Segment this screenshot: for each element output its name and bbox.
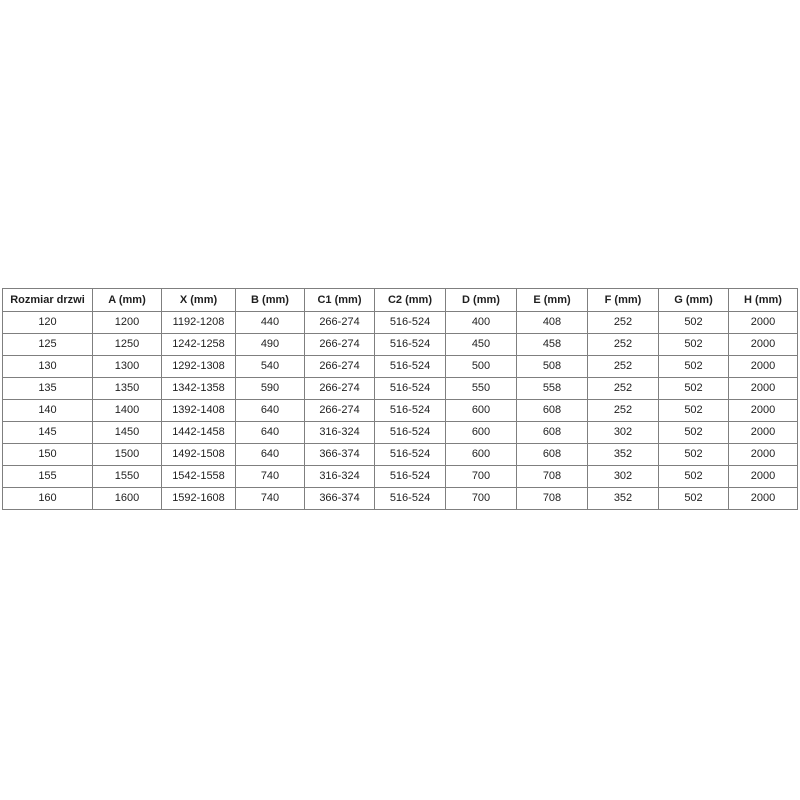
table-cell: 155 xyxy=(3,466,93,488)
table-cell: 516-524 xyxy=(375,400,446,422)
table-cell: 302 xyxy=(588,466,659,488)
table-cell: 2000 xyxy=(729,400,798,422)
table-cell: 516-524 xyxy=(375,356,446,378)
table-cell: 516-524 xyxy=(375,488,446,510)
table-cell: 160 xyxy=(3,488,93,510)
column-header: C2 (mm) xyxy=(375,289,446,312)
table-cell: 708 xyxy=(517,488,588,510)
table-cell: 1450 xyxy=(93,422,162,444)
table-cell: 740 xyxy=(236,488,305,510)
table-cell: 590 xyxy=(236,378,305,400)
table-cell: 2000 xyxy=(729,378,798,400)
table-cell: 1492-1508 xyxy=(162,444,236,466)
table-cell: 1542-1558 xyxy=(162,466,236,488)
table-cell: 608 xyxy=(517,422,588,444)
table-cell: 502 xyxy=(659,466,729,488)
table-cell: 266-274 xyxy=(305,334,375,356)
table-cell: 252 xyxy=(588,378,659,400)
table-cell: 2000 xyxy=(729,334,798,356)
table-cell: 502 xyxy=(659,334,729,356)
table-cell: 2000 xyxy=(729,444,798,466)
table-cell: 540 xyxy=(236,356,305,378)
table-cell: 1442-1458 xyxy=(162,422,236,444)
header-row xyxy=(3,289,798,312)
table-cell: 366-374 xyxy=(305,488,375,510)
table-cell: 502 xyxy=(659,444,729,466)
column-header: C1 (mm) xyxy=(305,289,375,312)
table-cell: 2000 xyxy=(729,356,798,378)
table-row xyxy=(3,356,798,378)
table-cell: 2000 xyxy=(729,488,798,510)
table-cell: 550 xyxy=(446,378,517,400)
table-cell: 600 xyxy=(446,444,517,466)
table-row xyxy=(3,378,798,400)
table-cell: 316-324 xyxy=(305,466,375,488)
table-cell: 1342-1358 xyxy=(162,378,236,400)
table-cell: 302 xyxy=(588,422,659,444)
table-cell: 516-524 xyxy=(375,334,446,356)
table-cell: 516-524 xyxy=(375,444,446,466)
column-header: H (mm) xyxy=(729,289,798,312)
table-cell: 440 xyxy=(236,312,305,334)
table-cell: 700 xyxy=(446,466,517,488)
column-header: E (mm) xyxy=(517,289,588,312)
table-row xyxy=(3,312,798,334)
table-cell: 490 xyxy=(236,334,305,356)
column-header: Rozmiar drzwi xyxy=(3,289,93,312)
table-cell: 266-274 xyxy=(305,312,375,334)
table-cell: 2000 xyxy=(729,312,798,334)
table-cell: 1200 xyxy=(93,312,162,334)
table-cell: 252 xyxy=(588,312,659,334)
table-cell: 1292-1308 xyxy=(162,356,236,378)
table-cell: 145 xyxy=(3,422,93,444)
table-row xyxy=(3,400,798,422)
table-cell: 1550 xyxy=(93,466,162,488)
table-cell: 2000 xyxy=(729,422,798,444)
table-cell: 502 xyxy=(659,356,729,378)
table-body xyxy=(3,312,798,510)
table-row xyxy=(3,422,798,444)
table-cell: 252 xyxy=(588,334,659,356)
table-row xyxy=(3,488,798,510)
table-cell: 1400 xyxy=(93,400,162,422)
table-cell: 502 xyxy=(659,378,729,400)
table-cell: 600 xyxy=(446,400,517,422)
table-cell: 130 xyxy=(3,356,93,378)
table-cell: 458 xyxy=(517,334,588,356)
table-cell: 120 xyxy=(3,312,93,334)
table-cell: 252 xyxy=(588,356,659,378)
column-header: B (mm) xyxy=(236,289,305,312)
table-cell: 266-274 xyxy=(305,378,375,400)
table-cell: 140 xyxy=(3,400,93,422)
column-header: A (mm) xyxy=(93,289,162,312)
table-cell: 516-524 xyxy=(375,422,446,444)
table-cell: 700 xyxy=(446,488,517,510)
table-cell: 500 xyxy=(446,356,517,378)
door-size-spec-table-container xyxy=(2,288,798,510)
table-cell: 516-524 xyxy=(375,378,446,400)
table-cell: 640 xyxy=(236,422,305,444)
table-cell: 516-524 xyxy=(375,312,446,334)
table-cell: 708 xyxy=(517,466,588,488)
table-cell: 408 xyxy=(517,312,588,334)
table-cell: 502 xyxy=(659,400,729,422)
table-cell: 600 xyxy=(446,422,517,444)
table-cell: 352 xyxy=(588,444,659,466)
column-header: F (mm) xyxy=(588,289,659,312)
table-cell: 316-324 xyxy=(305,422,375,444)
table-cell: 640 xyxy=(236,400,305,422)
table-cell: 640 xyxy=(236,444,305,466)
table-cell: 400 xyxy=(446,312,517,334)
table-cell: 450 xyxy=(446,334,517,356)
table-cell: 608 xyxy=(517,400,588,422)
table-cell: 2000 xyxy=(729,466,798,488)
table-cell: 1192-1208 xyxy=(162,312,236,334)
column-header: D (mm) xyxy=(446,289,517,312)
table-cell: 608 xyxy=(517,444,588,466)
table-row xyxy=(3,444,798,466)
table-cell: 266-274 xyxy=(305,400,375,422)
table-cell: 1600 xyxy=(93,488,162,510)
table-cell: 1350 xyxy=(93,378,162,400)
table-cell: 352 xyxy=(588,488,659,510)
door-size-spec-table xyxy=(2,288,798,510)
table-cell: 740 xyxy=(236,466,305,488)
table-cell: 1242-1258 xyxy=(162,334,236,356)
table-cell: 558 xyxy=(517,378,588,400)
table-cell: 502 xyxy=(659,422,729,444)
column-header: G (mm) xyxy=(659,289,729,312)
table-cell: 150 xyxy=(3,444,93,466)
table-cell: 502 xyxy=(659,312,729,334)
table-cell: 266-274 xyxy=(305,356,375,378)
table-cell: 502 xyxy=(659,488,729,510)
table-cell: 1500 xyxy=(93,444,162,466)
table-cell: 252 xyxy=(588,400,659,422)
table-cell: 508 xyxy=(517,356,588,378)
table-cell: 1592-1608 xyxy=(162,488,236,510)
table-row xyxy=(3,334,798,356)
column-header: X (mm) xyxy=(162,289,236,312)
table-cell: 1250 xyxy=(93,334,162,356)
table-cell: 125 xyxy=(3,334,93,356)
table-cell: 366-374 xyxy=(305,444,375,466)
table-row xyxy=(3,466,798,488)
table-cell: 1300 xyxy=(93,356,162,378)
table-cell: 516-524 xyxy=(375,466,446,488)
table-cell: 1392-1408 xyxy=(162,400,236,422)
table-cell: 135 xyxy=(3,378,93,400)
